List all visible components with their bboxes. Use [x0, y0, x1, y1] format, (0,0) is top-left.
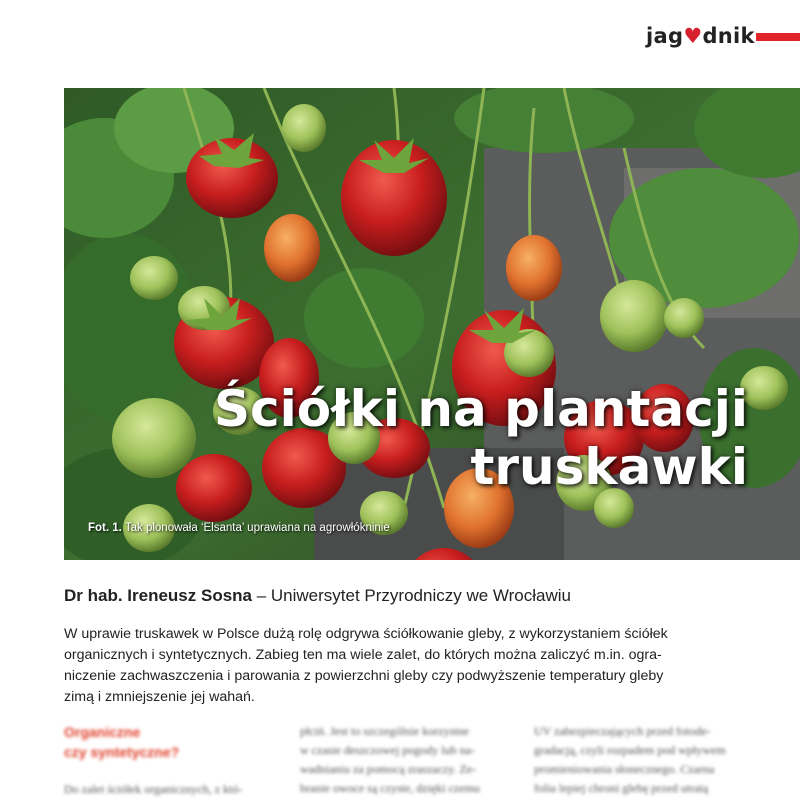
author-line: [64, 586, 571, 606]
caption-text: Tak plonowała ‘Elsanta’ uprawiana na agrowłókninie: [121, 522, 390, 534]
lead-paragraph: [64, 624, 754, 708]
lead-line: W uprawie truskawek w Polsce dużą rolę odgrywa ściółkowanie gleby, z wykorzystaniem ściółek: [64, 626, 668, 642]
magazine-logo: [646, 24, 755, 48]
body-column-3: [534, 722, 726, 798]
body-line: gradacją, czyli rozpadem pod wpływem: [534, 743, 726, 757]
body-line: w czasie deszczowej pogody lub na-: [300, 743, 475, 757]
body-line: wadnianiu za pomocą zraszaczy. Ze-: [300, 762, 477, 776]
article-title: [214, 380, 748, 496]
lead-line: organicznych i syntetycznych. Zabieg ten ma wiele zalet, do których można zaliczyć m.in. ogra-: [64, 647, 662, 663]
logo-text-end: dnik: [702, 24, 755, 48]
section-heading-line-2: czy syntetyczne?: [64, 744, 180, 760]
body-line: Do zalet ściółek organicznych, z któ-: [64, 782, 243, 796]
logo-text-start: jag: [646, 24, 684, 48]
lead-line: niczenie zachwaszczenia i parowania z powierzchni gleby czy podwyższenie temperatury gleby: [64, 668, 664, 684]
heart-icon: ♥: [683, 24, 703, 48]
body-column-2: [300, 722, 480, 798]
body-line: folia lepiej chroni glebę przed utratą: [534, 781, 709, 795]
body-line: UV zabezpieczających przed fotode-: [534, 724, 711, 738]
body-line: płciń. Jest to szczególnie korzystne: [300, 724, 469, 738]
body-line: branie owoce są czyste, dzięki czemu: [300, 781, 480, 795]
title-line-1: Ściółki na plantacji: [213, 380, 748, 438]
author-name: Dr hab. Ireneusz Sosna: [64, 586, 252, 605]
section-heading-line-1: Organiczne: [64, 724, 141, 740]
body-column-1: [64, 722, 242, 799]
photo-caption: [88, 522, 390, 534]
lead-line: zimą i zmniejszenie jej wahań.: [64, 689, 255, 705]
author-affiliation: – Uniwersytet Przyrodniczy we Wrocławiu: [252, 586, 571, 605]
title-line-2: truskawki: [470, 438, 748, 496]
caption-label: Fot. 1.: [88, 522, 122, 534]
body-line: promieniowania słonecznego. Czarna: [534, 762, 715, 776]
logo-accent-bar: [756, 33, 800, 41]
